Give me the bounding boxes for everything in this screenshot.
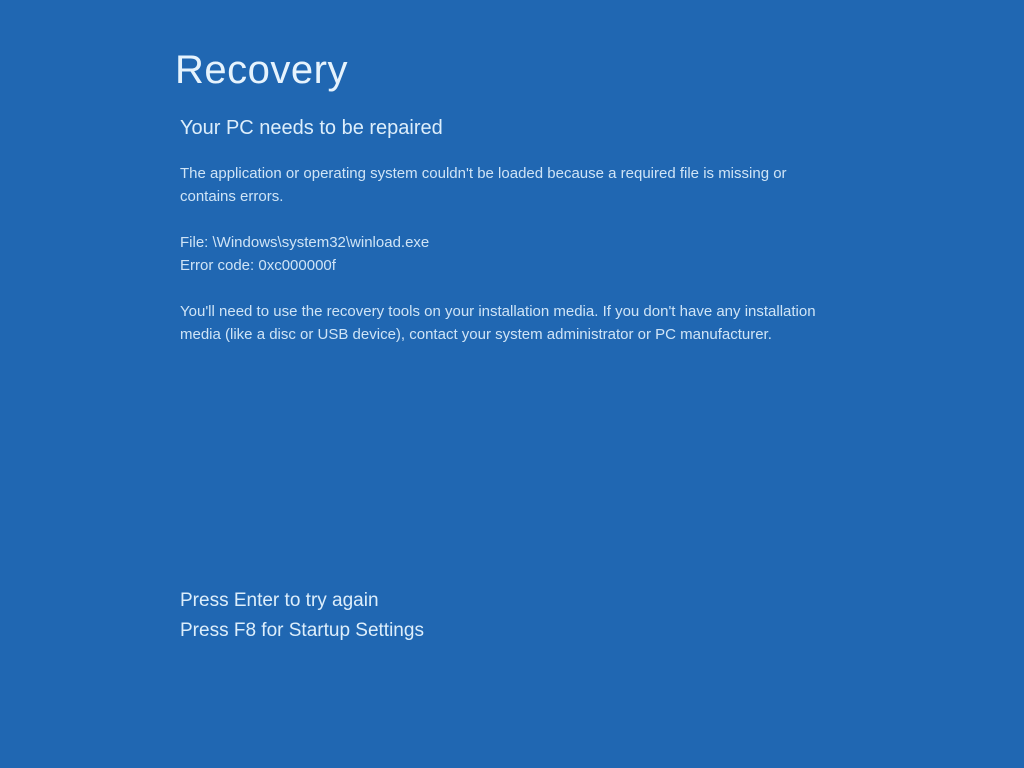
error-description: [180, 162, 787, 208]
instruction-line: media (like a disc or USB device), contact your system administrator or PC manufacturer.: [180, 326, 772, 343]
keyboard-actions: [180, 586, 424, 646]
action-press-f8: Press F8 for Startup Settings: [180, 620, 424, 641]
error-details: [180, 231, 429, 277]
page-title: Recovery: [175, 48, 348, 92]
error-description-line: The application or operating system couldn't be loaded because a required file is missing or: [180, 165, 787, 182]
error-description-line: contains errors.: [180, 188, 284, 205]
error-code: Error code: 0xc000000f: [180, 257, 336, 274]
file-path: File: \Windows\system32\winload.exe: [180, 234, 430, 251]
action-press-enter: Press Enter to try again: [180, 590, 379, 611]
error-headline: Your PC needs to be repaired: [180, 117, 443, 139]
recovery-instructions: [180, 300, 816, 346]
instruction-line: You'll need to use the recovery tools on your installation media. If you don't have any installation: [180, 303, 816, 320]
